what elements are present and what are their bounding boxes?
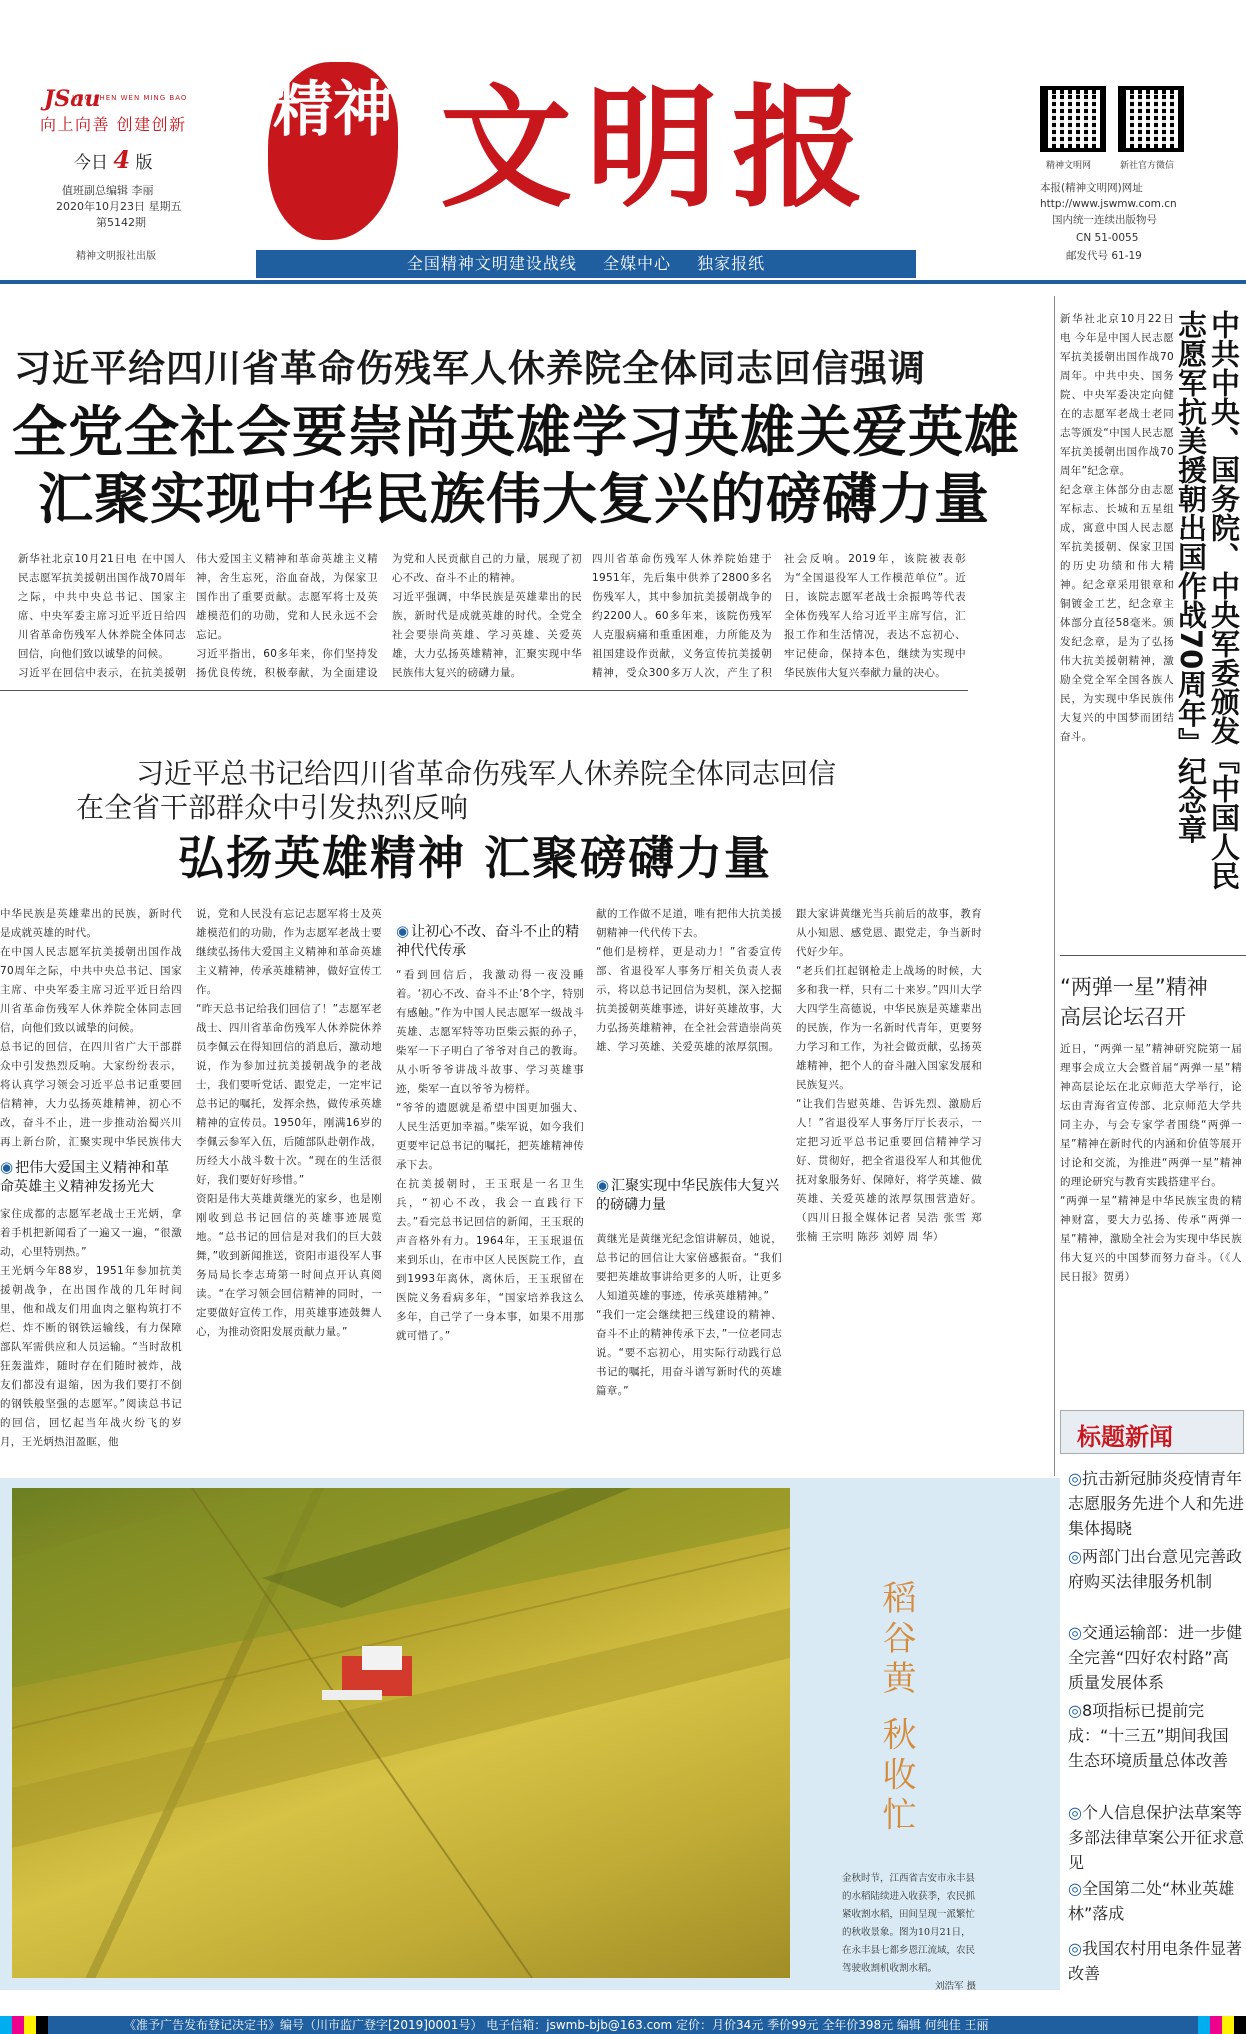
bullet-icon: ◎ <box>1068 1547 1082 1566</box>
nav-item[interactable]: 全媒中心 <box>602 254 671 273</box>
index-item[interactable] <box>1068 1620 1244 1695</box>
index-item-text[interactable]: 两部门出台意见完善政府购买法律服务机制 <box>1068 1547 1242 1591</box>
subhead-text: 把伟大爱国主义精神和革命英雄主义精神发扬光大 <box>0 1160 170 1195</box>
rice-field-photo <box>12 1488 790 1978</box>
right-column-rule <box>1054 296 1055 1476</box>
qr-caption: 新社官方微信 <box>1120 161 1175 171</box>
lead-col-1: 新华社北京10月21日电 在中国人民志愿军抗美援朝出国作战70周年之际，中共中央总书记、国家主席、中央军委主席习近平近日给四川省革命伤残军人休养院全体同志回信，向他们致以诚挚的问候。 习近平在回信中表示，在抗美援朝 <box>18 553 186 678</box>
second-col-4-top: 献的工作做不足道，唯有把伟大抗美援朝精神一代代传下去。 “他们是榜样，更是动力！”省委宣传部、省退役军人事务厅相关负责人表示，将以总书记回信为契机，深入挖掘抗美援朝英雄事迹，讲好英雄故事，大力弘扬英雄精神，在全社会营造崇尚英雄、学习英雄、关爱英雄的浓厚氛围。 <box>596 908 782 1053</box>
lead-col-3: 为党和人民贡献自己的力量，展现了初心不改、奋斗不止的精神。 习近平强调，中华民族是英雄辈出的民族，新时代是成就英雄的时代。全党全社会要崇尚英雄、学习英雄、关爱英雄，大力弘扬英雄精神，汇聚实现中华民族伟大复兴的磅礴力量。 <box>392 553 582 678</box>
bullet-icon: ◎ <box>1068 1879 1082 1898</box>
subhead-marker-icon: ◉ <box>396 922 410 940</box>
lead-col-2: 伟大爱国主义精神和革命英雄主义精神，舍生忘死，浴血奋战，为保家卫国作出了重要贡献。志愿军将士及英雄模范们的功勋，党和人民永远不会忘记。 习近平指出，60多年来，你们坚持发扬优良传统，积极奉献，为全面建设 <box>196 553 378 678</box>
bullet-icon: ◎ <box>1068 1939 1082 1958</box>
qr-code-icon <box>1118 86 1184 152</box>
duty-editor: 值班副总编辑 李丽 <box>62 184 154 197</box>
today-suffix: 版 <box>135 153 153 173</box>
brand-logo: JSau <box>44 86 101 112</box>
second-col-1-top: 中华民族是英雄辈出的民族，新时代是成就英雄的时代。 在中国人民志愿军抗美援朝出国作战70周年之际，中共中央总书记、国家主席、中央军委主席习近平近日给四川省革命伤残军人休养院全体同志回信，向他们致以诚挚的问候。 总书记的回信，在四川省广大干部群众中引发热烈反响。大家纷纷表示，将认真学习领会习近平总书记重要回信精神，大力弘扬英雄精神，初心不改，奋斗不止，进一步推动治蜀兴川再上新台阶，汇聚实现中华民族伟大 <box>0 908 182 1148</box>
index-item-text[interactable]: 我国农村用电条件显著改善 <box>1068 1939 1242 1983</box>
color-bar-yellow <box>1222 2016 1234 2034</box>
index-item[interactable] <box>1068 1698 1244 1773</box>
subhead <box>396 922 584 961</box>
website-label: 本报(精神文明网)网址 <box>1040 182 1143 194</box>
subhead <box>596 1176 782 1215</box>
color-bar-magenta <box>1210 2016 1222 2034</box>
footer: 《准予广告发布登记决定书》编号（川市监广登字[2019]0001号） 电子信箱：jswmb-bjb@163.com 定价：月价34元 季价99元 全年价398元 编辑 何纯佳 王丽 <box>0 2016 1246 2034</box>
index-item[interactable] <box>1068 1876 1244 1926</box>
lead-title-line-2: 汇聚实现中华民族伟大复兴的磅礴力量 <box>38 467 991 531</box>
subhead-marker-icon: ◉ <box>596 1176 610 1194</box>
color-bar-yellow <box>24 2016 36 2034</box>
slogan: 向上向善 创建创新 <box>40 115 187 134</box>
second-kicker-1: 习近平总书记给四川省革命伤残军人休养院全体同志回信 <box>136 757 837 790</box>
newspaper-title: 文明报 <box>440 71 878 226</box>
today-prefix: 今日 <box>74 153 108 173</box>
index-item-text[interactable]: 抗击新冠肺炎疫情青年志愿服务先进个人和先进集体揭晓 <box>1068 1469 1245 1538</box>
color-bar-black <box>1234 2016 1246 2034</box>
nav-item[interactable]: 独家报纸 <box>697 254 766 273</box>
qr-code-icon <box>1040 86 1106 152</box>
nav-item[interactable]: 全国精神文明建设战线 <box>406 254 577 273</box>
forum-title <box>1060 972 1208 1032</box>
index-item[interactable] <box>1068 1466 1244 1541</box>
bullet-icon: ◎ <box>1068 1701 1082 1720</box>
second-col-2: 说，党和人民没有忘记志愿军将士及英雄模范们的功勋，作为志愿军老战士要继续弘扬伟大爱国主义精神和革命英雄主义精神，传承英雄精神，做好宣传工作。 “昨天总书记给我们回信了！”志愿军老战士、四川省革命伤残军人休养院休养员李佩云在得知回信的消息后，激动地说，作为参加过抗美援朝战争的老战士，我们要听党话、跟党走，一定牢记总书记的嘱托，发挥余热，做传承英雄精神的宣传员。1950年，刚满16岁的李佩云参军入伍，后随部队赴朝作战，历经大小战斗数十次。“现在的生活很好，我们要好好珍惜。” 资阳是伟大英雄黄继光的家乡，也是刚刚收到总书记回信的英雄事迹展览地。“总书记的回信是对我们的巨大鼓舞，”收到新闻推送，资阳市退役军人事务局局长李志琦第一时间点开认真阅读。“在学习领会回信精神的同时，一定要做好宣传工作，用英雄事迹鼓舞人心，为推动资阳发展贡献力量。” <box>196 908 382 1338</box>
index-item[interactable] <box>1068 1800 1244 1875</box>
second-col-4-bottom: 黄继光是黄继光纪念馆讲解员，她说，总书记的回信让大家倍感振奋。“我们要把英雄故事讲给更多的人听，让更多人知道英雄的事迹，传承英雄精神。” “我们一定会继续把三线建设的精神、奋斗不止的精神传承下去，”一位老同志说。“要不忘初心，用实际行动践行总书记的嘱托，用奋斗谱写新时代的英雄篇章。” <box>596 1233 782 1397</box>
postal-code: 邮发代号 61-19 <box>1066 250 1142 262</box>
color-bar-cyan <box>0 2016 12 2034</box>
masthead-rule <box>0 280 1246 284</box>
index-header-title: 标题新闻 <box>1077 1422 1173 1451</box>
bullet-icon: ◎ <box>1068 1623 1082 1642</box>
index-header <box>1060 1410 1244 1454</box>
subhead-marker-icon: ◉ <box>0 1158 14 1176</box>
right-story-text: 新华社北京10月22日电 今年是中国人民志愿军抗美援朝出国作战70周年。中共中央、国务院、中央军委决定向健在的志愿军老战士老同志等颁发“中国人民志愿军抗美援朝出国作战70周年”纪念章。 纪念章主体部分由志愿军标志、长城和五星组成，寓意中国人民志愿军抗美援朝、保家卫国的历史功绩和伟大精神。纪念章采用银章和铜镀金工艺，纪念章主体部分直径58毫米。颁发纪念章，是为了弘扬伟大抗美援朝精神，激励全党全军全国各族人民，为实现中华民族伟大复兴的中国梦而团结奋斗。 <box>1060 313 1174 743</box>
right-divider <box>1060 955 1246 956</box>
index-item-text[interactable]: 交通运输部：进一步健全完善“四好农村路”高质量发展体系 <box>1068 1623 1242 1692</box>
lead-title-line-1: 全党全社会要崇尚英雄学习英雄关爱英雄 <box>12 400 1021 464</box>
index-item[interactable] <box>1068 1936 1244 1986</box>
lead-col-4: 四川省革命伤残军人休养院始建于1951年，先后集中供养了2800多名伤残军人，其中参加抗美援朝战争的约2200人。60多年来，该院伤残军人克服病痛和重重困难，力所能及为祖国建设作贡献，义务宣传抗美援朝精神，受众300多万人次，产生了积 <box>592 553 772 678</box>
nav-bar <box>256 250 916 278</box>
rice-field-illustration <box>12 1488 790 1978</box>
today-pages-number: 4 <box>113 145 131 174</box>
today-pages <box>74 145 153 174</box>
cn-code: CN 51-0055 <box>1076 232 1139 244</box>
bullet-icon: ◎ <box>1068 1803 1082 1822</box>
photo-title: 稻谷黄 秋收忙 <box>876 1580 916 1837</box>
publisher: 精神文明报社出版 <box>76 251 156 262</box>
photo-credit: 刘浩军 摄 <box>934 1981 976 1992</box>
cn-code-label: 国内统一连续出版物号 <box>1052 214 1157 226</box>
lead-kicker: 习近平给四川省革命伤残军人休养院全体同志回信强调 <box>14 347 926 390</box>
color-bar-magenta <box>12 2016 24 2034</box>
forum-title-line-1: “两弹一星”精神 <box>1060 975 1208 999</box>
qr-caption: 精神文明网 <box>1046 161 1092 171</box>
title-seal: 精神 <box>268 62 398 240</box>
second-col-5: 跟大家讲黄继光当兵前后的故事，教育从小知恩、感党恩、跟党走，争当新时代好少年。 “老兵们扛起钢枪走上战场的时候，大多和我一样，只有二十来岁。”四川大学大四学生高德说，中华民族是英雄辈出的民族，作为一名新时代青年，更要努力学习和工作，为社会做贡献，弘扬英雄精神，把个人的奋斗融入国家发展和民族复兴。 “让我们告慰英雄、告诉先烈、激励后人！”省退役军人事务厅厅长表示，一定把习近平总书记重要回信精神学习好、贯彻好，把全省退役军人和其他优抚对象服务好、保障好，将学英雄、做英雄、关爱英雄的浓厚氛围营造好。（四川日报全媒体记者 吴浩 张雪 郑 张楠 王宗明 陈莎 刘婷 周 华） <box>796 908 982 1243</box>
forum-text: 近日，“两弹一星”精神研究院第一届理事会成立大会暨首届“两弹一星”精神高层论坛在北京师范大学举行，论坛由青海省宣传部、北京师范大学共同主办，与会专家学者围绕“两弹一星”精神在新时代的内涵和价值等展开讨论和交流，为推进“两弹一星”精神的理论研究与教育实践搭建平台。 “两弹一星”精神是中华民族宝贵的精神财富，要大力弘扬、传承“两弹一星”精神，激励全社会为实现中华民族伟大复兴的中国梦而努力奋斗。（《人民日报》贺勇） <box>1060 1043 1242 1283</box>
section-divider <box>0 690 968 691</box>
photo-caption <box>842 1870 976 1996</box>
color-bar-cyan <box>1198 2016 1210 2034</box>
website-url[interactable]: http://www.jswmw.com.cn <box>1040 198 1177 210</box>
second-col-3: “看到回信后，我激动得一夜没睡着。‘初心不改、奋斗不止’8个字，特别有感触。”作为中国人民志愿军一级战斗英雄、志愿军特等功臣柴云振的孙子，柴军一下子明白了爷爷对自己的教诲。从小听爷爷讲战斗故事、学习英雄事迹，柴军一直以爷爷为榜样。 “爷爷的遗愿就是希望中国更加强大、人民生活更加幸福。”柴军说，如今我们更要牢记总书记的嘱托，把英雄精神传承下去。 在抗美援朝时，王玉珉是一名卫生兵，“初心不改，我会一直践行下去。”看完总书记回信的新闻，王玉珉的声音格外有力。1964年，王玉珉退伍来到乐山，在市中区人民医院工作，直到1993年离休，离休后，王玉珉留在医院义务看病多年，“国家培养我这么多年，自己学了一身本事，如果不用那就可惜了。” <box>396 969 584 1342</box>
color-bar-black <box>36 2016 48 2034</box>
issue-date: 2020年10月23日 星期五 <box>56 200 182 213</box>
photo-caption-text: 金秋时节，江西省吉安市永丰县的水稻陆续进入收获季，农民抓紧收割水稻，田间呈现一派繁忙的秋收景象。图为10月21日，在永丰县七都乡恩江流域，农民驾驶收割机收割水稻。 <box>842 1873 976 1974</box>
bullet-icon: ◎ <box>1068 1469 1082 1488</box>
index-item[interactable] <box>1068 1544 1244 1594</box>
subhead-text: 汇聚实现中华民族伟大复兴的磅礴力量 <box>596 1178 780 1213</box>
second-kicker-2: 在全省干部群众中引发热烈反响 <box>76 791 469 824</box>
lead-col-5: 社会反响。2019年，该院被表彰为“全国退役军人工作模范单位”。近日，该院志愿军老战士余振鸣等代表全体伤残军人给习近平主席写信，汇报工作和生活情况，表达不忘初心、牢记使命，保持本色，继续为实现中华民族伟大复兴奉献力量的决心。 <box>784 553 966 678</box>
issue-number: 第5142期 <box>96 216 146 229</box>
subhead <box>0 1158 182 1197</box>
right-vertical-title: 中共中央、国务院、中央军委颁发『中国人民志愿军抗美援朝出国作战70周年』纪念章 <box>1174 310 1241 890</box>
index-item-text[interactable]: 8项指标已提前完成：“十三五”期间我国生态环境质量总体改善 <box>1068 1701 1229 1770</box>
index-item-text[interactable]: 个人信息保护法草案等多部法律草案公开征求意见 <box>1068 1803 1245 1872</box>
forum-title-line-2: 高层论坛召开 <box>1060 1005 1186 1029</box>
second-col-1-bottom: 家住成都的志愿军老战士王光炳，拿着手机把新闻看了一遍又一遍，“很激动，心里特别热。” 王光炳今年88岁，1951年参加抗美援朝战争，在出国作战的几年时间里，他和战友们用血肉之躯构筑打不烂、炸不断的钢铁运输线，有力保障部队军需供应和人员运输。“当时敌机狂轰滥炸，随时存在们随时被炸，战友们都没有退缩，因为我们要打不倒的钢铁般坚强的志愿军。”阅读总书记的回信，回忆起当年战火纷飞的岁月，王光炳热泪盈眶，他 <box>0 1208 182 1448</box>
brand-pinyin: JING SHEN WEN MING BAO <box>72 94 188 102</box>
second-title: 弘扬英雄精神 汇聚磅礴力量 <box>178 831 773 885</box>
subhead-text: 让初心不改、奋斗不止的精神代代传承 <box>396 924 580 959</box>
index-item-text[interactable]: 全国第二处“林业英雄林”落成 <box>1068 1879 1235 1923</box>
